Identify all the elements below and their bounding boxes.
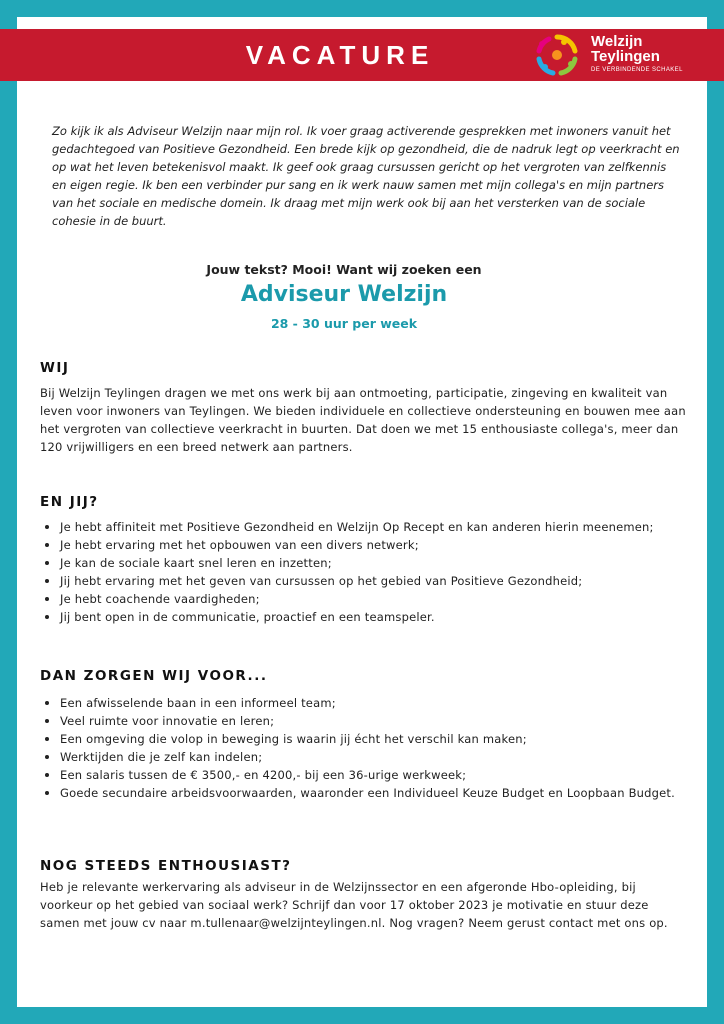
- list-item: [40, 608, 690, 626]
- bullet-icon: [45, 561, 49, 565]
- list-item-text: Je hebt affiniteit met Positieve Gezondheid en Welzijn Op Recept en kan anderen hierin meenemen;: [60, 520, 654, 534]
- enthousiast-paragraph: Heb je relevante werkervaring als adviseur in de Welzijnssector en een afgeronde Hbo-opleiding, bij voorkeur op het gebied van sociaal werk? Schrijf dan voor 17 oktober 2023 je motivatie en stuur deze samen met jouw cv naar m.tullenaar@welzijnteylingen.nl. Nog vragen? Neem gerust contact met ons op.: [40, 880, 668, 930]
- list-item-text: Veel ruimte voor innovatie en leren;: [60, 714, 275, 728]
- list-item: [40, 572, 690, 590]
- job-title: Adviseur Welzijn: [240, 282, 448, 307]
- list-item-text: Werktijden die je zelf kan indelen;: [60, 750, 263, 764]
- bullet-icon: [45, 579, 49, 583]
- en-jij-list: [40, 518, 690, 626]
- list-item-text: Je hebt ervaring met het opbouwen van een divers netwerk;: [60, 538, 419, 552]
- heading-wij: WIJ: [40, 360, 70, 376]
- bullet-icon: [45, 719, 49, 723]
- heading-dan-zorgen-wij-voor: DAN ZORGEN WIJ VOOR...: [40, 668, 268, 684]
- bullet-icon: [45, 701, 49, 705]
- list-item: [40, 766, 690, 784]
- list-item: [40, 518, 690, 536]
- bullet-icon: [45, 737, 49, 741]
- zorgen-list: [40, 694, 690, 802]
- welzijn-teylingen-logo: [533, 31, 713, 79]
- bullet-icon: [45, 755, 49, 759]
- logo-line-2: Teylingen: [591, 48, 660, 65]
- wij-paragraph: Bij Welzijn Teylingen dragen we met ons werk bij aan ontmoeting, participatie, zingeving en kwaliteit van leven voor inwoners van Teylingen. We bieden individuele en collectieve ondersteuning en bouwen mee aan het vergroten van collectieve veerkracht in buurten. Dat doen we met 15 enthousiaste collega's, meer dan 120 vrijwilligers en een breed netwerk aan partners.: [40, 386, 686, 454]
- logo-line-1: Welzijn: [591, 33, 643, 50]
- banner-title: VACATURE: [245, 40, 435, 70]
- list-item: [40, 590, 690, 608]
- list-item-text: Je hebt coachende vaardigheden;: [60, 592, 260, 606]
- list-item-text: Een afwisselende baan in een informeel team;: [60, 696, 336, 710]
- intro-quote: Zo kijk ik als Adviseur Welzijn naar mijn rol. Ik voer graag activerende gesprekken met inwoners vanuit het gedachtegoed van Positieve Gezondheid. Een brede kijk op gezondheid, die de nadruk legt op veerkracht en op wat het leven betekenisvol maakt. Ik geef ook graag cursussen gericht op het vergroten van zelfkennis en eigen regie. Ik ben een verbinder pur sang en ik werk nauw samen met mijn collega's en mijn partners van het sociale en medische domein. Ik draag met mijn werk ook bij aan het versterken van de sociale cohesie in de buurt.: [52, 124, 680, 228]
- logo-people-icon: [533, 31, 581, 79]
- list-item: [40, 784, 690, 802]
- list-item-text: Goede secundaire arbeidsvoorwaarden, waaronder een Individueel Keuze Budget en Loopbaan Budget.: [60, 786, 675, 800]
- logo-name: [591, 34, 660, 64]
- list-item: [40, 712, 690, 730]
- heading-en-jij: EN JIJ?: [40, 494, 99, 510]
- bullet-icon: [45, 773, 49, 777]
- list-item: [40, 748, 690, 766]
- header-banner: [0, 29, 724, 81]
- list-item: [40, 730, 690, 748]
- list-item-text: Een salaris tussen de € 3500,- en 4200,- bij een 36-urige werkweek;: [60, 768, 467, 782]
- logo-tagline: DE VERBINDENDE SCHAKEL: [591, 67, 683, 73]
- list-item: [40, 694, 690, 712]
- list-item-text: Je kan de sociale kaart snel leren en inzetten;: [60, 556, 332, 570]
- headline-lead: Jouw tekst? Mooi! Want wij zoeken een: [206, 262, 482, 277]
- list-item-text: Jij hebt ervaring met het geven van cursussen op het gebied van Positieve Gezondheid;: [60, 574, 583, 588]
- job-hours: 28 - 30 uur per week: [270, 316, 418, 331]
- bullet-icon: [45, 791, 49, 795]
- list-item-text: Jij bent open in de communicatie, proactief en een teamspeler.: [60, 610, 435, 624]
- bullet-icon: [45, 525, 49, 529]
- bullet-icon: [45, 543, 49, 547]
- list-item-text: Een omgeving die volop in beweging is waarin jij écht het verschil kan maken;: [60, 732, 527, 746]
- list-item: [40, 536, 690, 554]
- bullet-icon: [45, 615, 49, 619]
- heading-nog-steeds-enthousiast: NOG STEEDS ENTHOUSIAST?: [40, 858, 292, 874]
- bullet-icon: [45, 597, 49, 601]
- list-item: [40, 554, 690, 572]
